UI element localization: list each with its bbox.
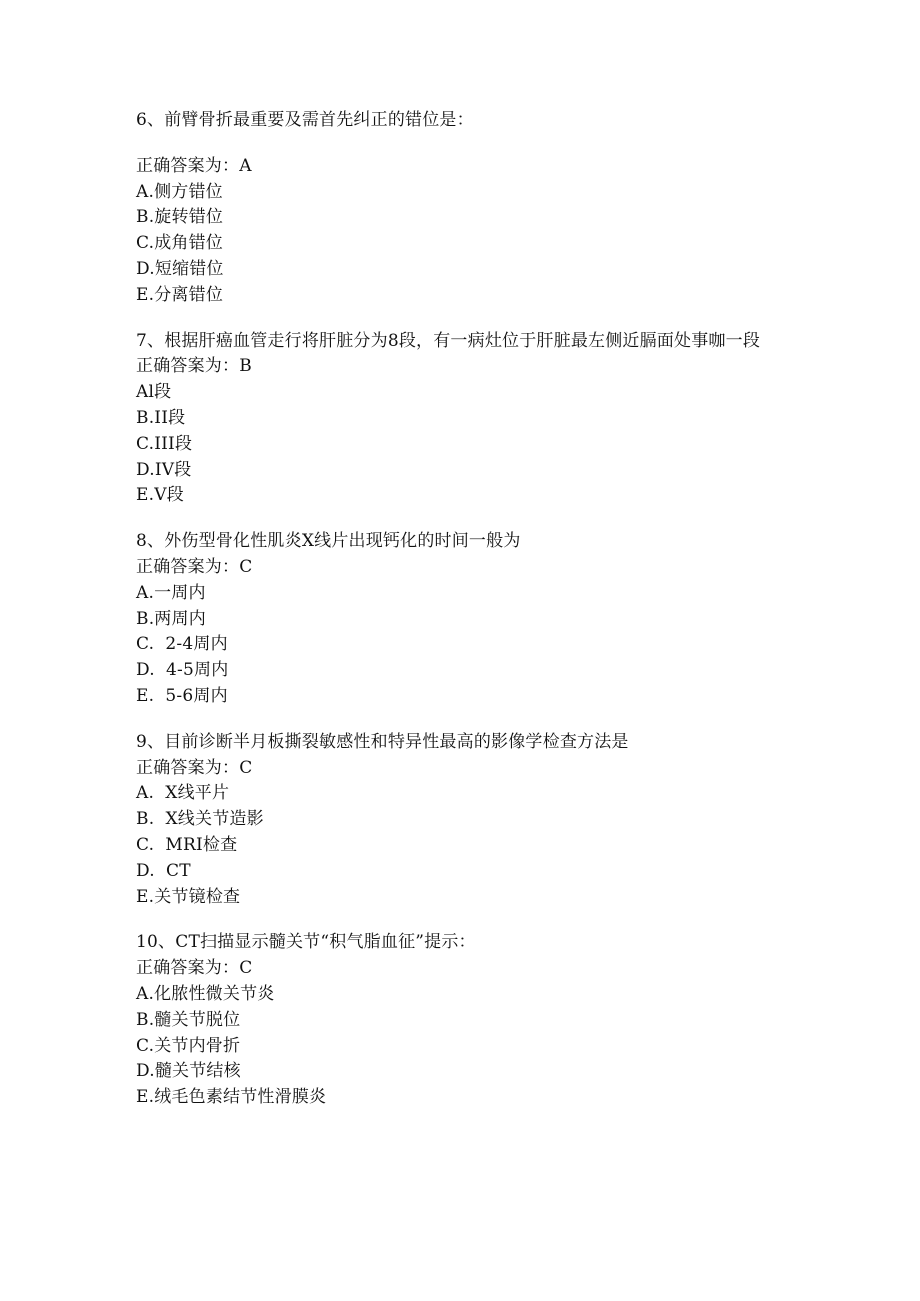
- answer-label: 正确答案为：A: [136, 155, 252, 176]
- option-d: D. 4-5周内: [136, 660, 229, 681]
- option-c: C. MRI检查: [136, 834, 238, 855]
- question-6: [136, 108, 786, 309]
- answer-label: 正确答案为：C: [136, 958, 253, 979]
- option-c: C.III段: [136, 433, 193, 454]
- option-d: D.IV段: [136, 459, 192, 480]
- option-c: C.关节内骨折: [136, 1035, 241, 1056]
- answer-label: 正确答案为：B: [136, 356, 252, 377]
- option-d: D.短缩错位: [136, 258, 224, 279]
- question-stem: 8、外伤型骨化性肌炎X线片出现钙化的时间一般为: [136, 531, 521, 552]
- question-9: [136, 730, 786, 911]
- option-c: C. 2-4周内: [136, 634, 228, 655]
- option-e: E.V段: [136, 485, 184, 506]
- option-b: B.II段: [136, 407, 186, 428]
- option-e: E.关节镜检查: [136, 886, 241, 907]
- option-a: A.一周内: [136, 582, 206, 603]
- question-stem: 7、根据肝癌血管走行将肝脏分为8段，有一病灶位于肝脏最左侧近膈面处事咖一段: [136, 330, 761, 351]
- question-8: [136, 529, 786, 710]
- option-e: E. 5-6周内: [136, 685, 228, 706]
- option-c: C.成角错位: [136, 233, 224, 254]
- option-d: D.髓关节结核: [136, 1061, 241, 1082]
- option-a: A.侧方错位: [136, 181, 223, 202]
- option-b: B. X线关节造影: [136, 809, 264, 830]
- option-e: E.分离错位: [136, 284, 224, 305]
- option-a: A.化脓性微关节炎: [136, 983, 275, 1004]
- question-10: [136, 930, 786, 1111]
- document-page: [136, 108, 786, 1111]
- option-b: B.髓关节脱位: [136, 1009, 241, 1030]
- option-b: B.旋转错位: [136, 207, 224, 228]
- question-stem: 10、CT扫描显示髓关节“积气脂血征”提示：: [136, 932, 476, 953]
- option-e: E.绒毛色素结节性滑膜炎: [136, 1087, 327, 1108]
- question-stem: 9、目前诊断半月板撕裂敏感性和特异性最高的影像学检查方法是: [136, 731, 629, 752]
- option-d: D. CT: [136, 860, 191, 881]
- option-a: A. X线平片: [136, 783, 230, 804]
- option-b: B.两周内: [136, 608, 206, 629]
- option-a: Al段: [136, 382, 172, 403]
- answer-label: 正确答案为：C: [136, 556, 253, 577]
- question-7: [136, 329, 786, 510]
- question-stem: 6、前臂骨折最重要及需首先纠正的错位是：: [136, 110, 474, 130]
- answer-label: 正确答案为：C: [136, 757, 253, 778]
